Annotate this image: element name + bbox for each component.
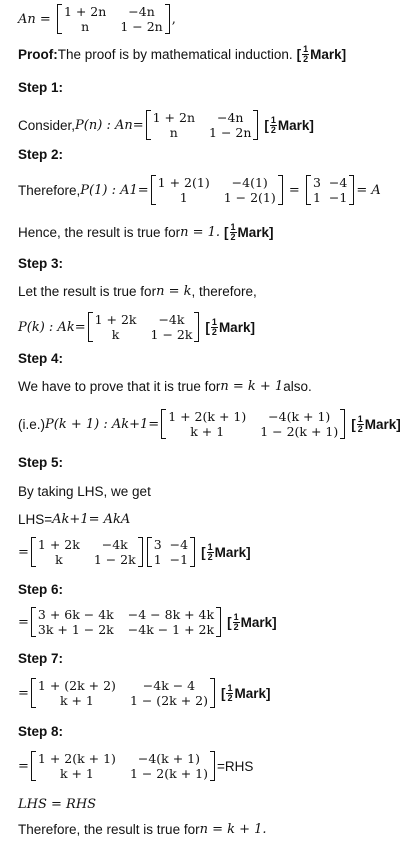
- cell: −4k − 1 + 2k: [127, 622, 215, 637]
- cell: 1 + (2k + 2): [37, 678, 116, 693]
- bracket-right: [210, 751, 215, 781]
- cell: n: [81, 19, 90, 34]
- matrix-pk: [88, 312, 200, 342]
- prove-text: We have to prove that it is true for: [18, 379, 221, 394]
- matrix-cells: [311, 175, 349, 205]
- statement-sup: n: [27, 11, 36, 27]
- lhs-tail: A: [120, 512, 131, 527]
- hence-text: Hence, the result is true for: [18, 225, 181, 240]
- cell: 1 − 2(k + 1): [129, 766, 208, 781]
- proof-text: The proof is by mathematical induction.: [57, 47, 293, 62]
- step-7-heading: Step 7:: [18, 651, 64, 666]
- step-6-line: [18, 607, 277, 637]
- cell: −4(k + 1): [268, 409, 331, 424]
- equals-sign: =: [132, 117, 144, 133]
- cell: 3: [312, 175, 321, 190]
- statement-lhs: A: [18, 11, 28, 27]
- mark-badge: [ $\frac{1}{2}$ Mark]: [264, 114, 314, 135]
- rhs-label: =RHS: [216, 758, 254, 774]
- cell: −4: [169, 537, 189, 552]
- bracket-right: [253, 110, 258, 140]
- matrix-cells: [36, 751, 210, 781]
- proof-label: Proof:: [18, 47, 58, 62]
- cell: 1 − 2(k + 1): [260, 424, 339, 439]
- step-5-product: [18, 537, 251, 567]
- equals-sign: =: [18, 685, 29, 701]
- step-3-text: [18, 284, 257, 299]
- cell: k: [55, 552, 63, 567]
- cell: 1 − 2k: [150, 327, 193, 342]
- step-6-heading: Step 6:: [18, 582, 64, 597]
- equals-sign: =: [284, 182, 304, 198]
- matrix-cells: [152, 537, 190, 567]
- mark-badge: [ $\frac{1}{2}$ Mark]: [296, 44, 347, 64]
- matrix-statement: [57, 4, 170, 34]
- step-5-heading: Step 5:: [18, 455, 64, 470]
- prove-math: n = k + 1: [220, 379, 284, 394]
- step-2-line: [18, 175, 381, 205]
- equals-sign: =: [148, 416, 160, 432]
- statement-line: [18, 4, 176, 34]
- step-1-line: [18, 110, 314, 140]
- bracket-right: [194, 312, 199, 342]
- lhs-rhs-line: [18, 797, 96, 812]
- matrix-s6: [31, 607, 221, 637]
- matrix-cells: [62, 4, 165, 34]
- matrix-step2-b: [306, 175, 354, 205]
- step-1-heading: Step 1:: [18, 80, 64, 95]
- pn-label: P(n) : A: [75, 117, 125, 133]
- matrix-s8: [31, 751, 215, 781]
- step-8-heading: Step 8:: [18, 724, 64, 739]
- consider-text: Consider,: [18, 117, 76, 133]
- bracket-right: [210, 678, 215, 708]
- equals-sign: =: [35, 11, 55, 27]
- cell: 1 − 2n: [120, 19, 163, 34]
- final-line: [18, 822, 267, 837]
- proof-line: [18, 45, 346, 64]
- cell: 1 + 2n: [152, 110, 196, 125]
- matrix-s5-a: [31, 537, 143, 567]
- sup: 1: [129, 182, 138, 198]
- equals-sign: =: [137, 182, 149, 198]
- cell: 3k + 1 − 2k: [37, 622, 114, 637]
- cell: 3: [153, 537, 162, 552]
- cell: 1 − 2k: [93, 552, 136, 567]
- matrix-cells: [36, 537, 138, 567]
- cell: 1 − 2(1): [223, 190, 276, 205]
- therefore-text: Therefore,: [18, 182, 81, 198]
- sup: k: [66, 319, 75, 335]
- p1-label: P(1) : A: [80, 182, 130, 198]
- final-math: n = k + 1.: [199, 822, 267, 837]
- matrix-step1: [146, 110, 259, 140]
- bracket-right: [138, 537, 143, 567]
- cell: 1 − (2k + 2): [129, 693, 208, 708]
- cell: 1: [312, 190, 321, 205]
- lhs-eq-a: = A: [88, 512, 114, 527]
- cell: 1 − 2n: [209, 125, 252, 140]
- cell: 3 + 6k − 4k: [37, 607, 114, 622]
- matrix-cells: [36, 678, 210, 708]
- pk1-label: P(k + 1) : A: [45, 416, 122, 432]
- bracket-right: [340, 409, 345, 439]
- mark-badge: [ $\frac{1}{2}$ Mark]: [220, 682, 271, 703]
- lhs-line: [18, 512, 130, 527]
- step-3-heading: Step 3:: [18, 256, 64, 271]
- cell: 1 + 2(1): [157, 175, 210, 190]
- let-math: n = k: [156, 284, 192, 299]
- sup: k+1: [61, 512, 89, 527]
- step-8-line: [18, 751, 253, 781]
- equals-sign: =: [18, 758, 29, 774]
- lhs-rhs: LHS = RHS: [18, 797, 97, 812]
- cell: −4 − 8k + 4k: [127, 607, 215, 622]
- equals-a: = A: [356, 182, 381, 198]
- prove-tail: also.: [283, 379, 312, 394]
- sup: k+1: [121, 416, 149, 432]
- mark-badge: [ $\frac{1}{2}$ Mark]: [201, 541, 251, 562]
- matrix-pk1: [161, 409, 345, 439]
- final-text: Therefore, the result is true for: [18, 822, 200, 837]
- cell: 1 + 2n: [63, 4, 107, 19]
- cell: −4k − 4: [142, 678, 196, 693]
- cell: 1 + 2(k + 1): [37, 751, 116, 766]
- bracket-right: [278, 175, 283, 205]
- equals-sign: =: [74, 319, 86, 335]
- pk1-line: [18, 409, 401, 439]
- cell: 1: [179, 190, 188, 205]
- cell: −4: [328, 175, 348, 190]
- hence-line: [18, 223, 274, 242]
- cell: 1: [153, 552, 162, 567]
- matrix-step2-a: [151, 175, 283, 205]
- cell: −1: [169, 552, 189, 567]
- cell: −4k: [158, 312, 185, 327]
- cell: −4k: [101, 537, 128, 552]
- sup: n: [124, 117, 133, 133]
- sup: k: [113, 512, 121, 527]
- pk-label: P(k) : A: [18, 319, 67, 335]
- matrix-cells: [36, 607, 216, 637]
- step-7-line: [18, 678, 271, 708]
- equals-sign: =: [18, 544, 29, 560]
- cell: −4n: [128, 4, 155, 19]
- step-2-heading: Step 2:: [18, 147, 64, 162]
- cell: n: [169, 125, 178, 140]
- let-tail: , therefore,: [191, 284, 257, 299]
- cell: 1 + 2k: [37, 537, 80, 552]
- bracket-right: [349, 175, 354, 205]
- cell: k + 1: [59, 766, 94, 781]
- cell: k + 1: [59, 693, 94, 708]
- step-4-text: [18, 379, 312, 394]
- step-5-text: By taking LHS, we get: [18, 484, 151, 499]
- cell: 1 + 2k: [94, 312, 137, 327]
- comma: ,: [171, 11, 176, 27]
- matrix-s7: [31, 678, 215, 708]
- mark-badge: [ $\frac{1}{2}$ Mark]: [224, 222, 274, 242]
- bracket-right: [216, 607, 221, 637]
- cell: −4(1): [231, 175, 268, 190]
- step-4-heading: Step 4:: [18, 351, 64, 366]
- bracket-right: [190, 537, 195, 567]
- cell: −4(k + 1): [137, 751, 201, 766]
- mark-badge: [ $\frac{1}{2}$ Mark]: [205, 316, 255, 337]
- cell: k + 1: [190, 424, 225, 439]
- matrix-cells: [93, 312, 195, 342]
- pk-line: [18, 312, 255, 342]
- mark-badge: [ $\frac{1}{2}$ Mark]: [227, 611, 277, 632]
- matrix-cells: [151, 110, 254, 140]
- let-text: Let the result is true for: [18, 284, 157, 299]
- mark-badge: [ $\frac{1}{2}$ Mark]: [351, 413, 401, 434]
- ie-text: (i.e.): [18, 416, 45, 432]
- cell: −4n: [216, 110, 244, 125]
- hence-math: n = 1.: [180, 225, 221, 240]
- matrix-cells: [156, 175, 278, 205]
- cell: −1: [328, 190, 348, 205]
- cell: 1 + 2(k + 1): [168, 409, 247, 424]
- lhs-label: LHS=: [18, 512, 53, 527]
- cell: k: [111, 327, 120, 342]
- equals-sign: =: [18, 614, 29, 630]
- matrix-s5-b: [147, 537, 195, 567]
- bracket-right: [165, 4, 170, 34]
- lhs-a: A: [52, 512, 62, 527]
- matrix-cells: [166, 409, 340, 439]
